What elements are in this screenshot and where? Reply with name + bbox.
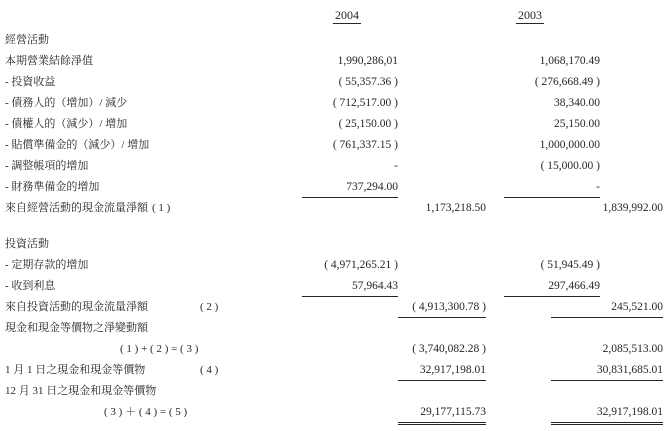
cell-2003-total: 32,917,198.01: [551, 403, 663, 425]
cell-2004-total: 1,173,218.50: [425, 202, 486, 214]
table-row: [0, 156, 672, 177]
row-label: 來自投資活動的現金流量淨額: [5, 301, 148, 313]
table-row: [0, 402, 672, 423]
table-row: [0, 93, 672, 114]
row-ref-number: ( 1 ): [152, 202, 171, 214]
table-row: [0, 72, 672, 93]
cell-2004-detail: 57,964.43: [302, 277, 398, 297]
table-row: [0, 135, 672, 156]
cell-2004-detail: ( 712,517.00 ): [332, 97, 398, 109]
spacer-row: [0, 219, 672, 234]
table-row: [0, 198, 672, 219]
row-label: 經營活動: [5, 34, 49, 46]
cell-2004-total: 32,917,198.01: [398, 361, 486, 381]
cell-2003-detail: 25,150.00: [554, 118, 600, 130]
cell-2004-total: ( 4,913,300.78 ): [398, 298, 486, 318]
row-label: 投資活動: [5, 238, 49, 250]
statement-rows: [0, 30, 672, 423]
table-row: [0, 177, 672, 198]
cell-2003-detail: ( 51,945.49 ): [540, 259, 600, 271]
cell-2004-total: ( 3,740,082.28 ): [412, 343, 486, 355]
cell-2003-detail: 297,466.49: [504, 277, 600, 297]
row-label: 12 月 31 日之現金和現金等價物: [5, 385, 157, 397]
table-row: [0, 51, 672, 72]
row-ref-number: ( 4 ): [200, 364, 219, 376]
cell-2003-detail: ( 276,668.49 ): [534, 76, 600, 88]
year-column-header-left: 2004: [335, 8, 359, 22]
table-row: [0, 255, 672, 276]
table-row: [0, 297, 672, 318]
cell-2003-detail: 1,068,170.49: [539, 55, 600, 67]
row-label: - 債務人的（增加）/ 減少: [5, 97, 128, 109]
year-column-header-right: 2003: [518, 8, 542, 22]
table-row: [0, 360, 672, 381]
cell-2003-total: 30,831,685.01: [551, 361, 663, 381]
cell-2003-total: 2,085,513.00: [602, 343, 663, 355]
row-label: 現金和現金等價物之淨變動額: [5, 322, 148, 334]
row-label: - 貼償準備金的（減少）/ 增加: [5, 139, 150, 151]
row-label: - 定期存款的增加: [5, 259, 89, 271]
row-label: 本期營業結餘淨值: [5, 55, 93, 67]
cell-2004-detail: ( 25,150.00 ): [338, 118, 398, 130]
cell-2003-detail: 1,000,000.00: [539, 139, 600, 151]
cell-2003-total: 245,521.00: [551, 298, 663, 318]
row-label: 來自經營活動的現金流量淨額: [5, 202, 148, 214]
table-row: [0, 339, 672, 360]
cell-2004-total: 29,177,115.73: [398, 403, 486, 425]
cell-2004-detail: -: [394, 160, 398, 172]
table-row: [0, 276, 672, 297]
row-label: - 調整帳項的增加: [5, 160, 89, 172]
table-row: [0, 114, 672, 135]
row-ref-number: ( 2 ): [200, 301, 219, 313]
cell-2004-detail: ( 761,337.15 ): [332, 139, 398, 151]
cell-2003-detail: -: [504, 178, 600, 198]
row-label: ( 1 ) + ( 2 ) = ( 3 ): [120, 343, 199, 355]
row-label: - 財務準備金的增加: [5, 181, 100, 193]
cell-2004-detail: 1,990,286,01: [337, 55, 398, 67]
row-label: ( 3 ) ＋ ( 4 ) = ( 5 ): [104, 406, 188, 418]
cell-2003-total: 1,839,992.00: [602, 202, 663, 214]
table-row: [0, 318, 672, 339]
row-label: - 債權人的（減少）/ 增加: [5, 118, 128, 130]
cell-2004-detail: ( 55,357.36 ): [338, 76, 398, 88]
row-label: - 收到利息: [5, 280, 56, 292]
table-row: [0, 381, 672, 402]
table-row: [0, 234, 672, 255]
cell-2004-detail: ( 4,971,265.21 ): [324, 259, 398, 271]
table-row: [0, 30, 672, 51]
cell-2003-detail: 38,340.00: [554, 97, 600, 109]
cell-2003-detail: ( 15,000.00 ): [540, 160, 600, 172]
row-label: 1 月 1 日之現金和現金等價物: [5, 364, 146, 376]
row-label: - 投資收益: [5, 76, 56, 88]
cell-2004-detail: 737,294.00: [302, 178, 398, 198]
